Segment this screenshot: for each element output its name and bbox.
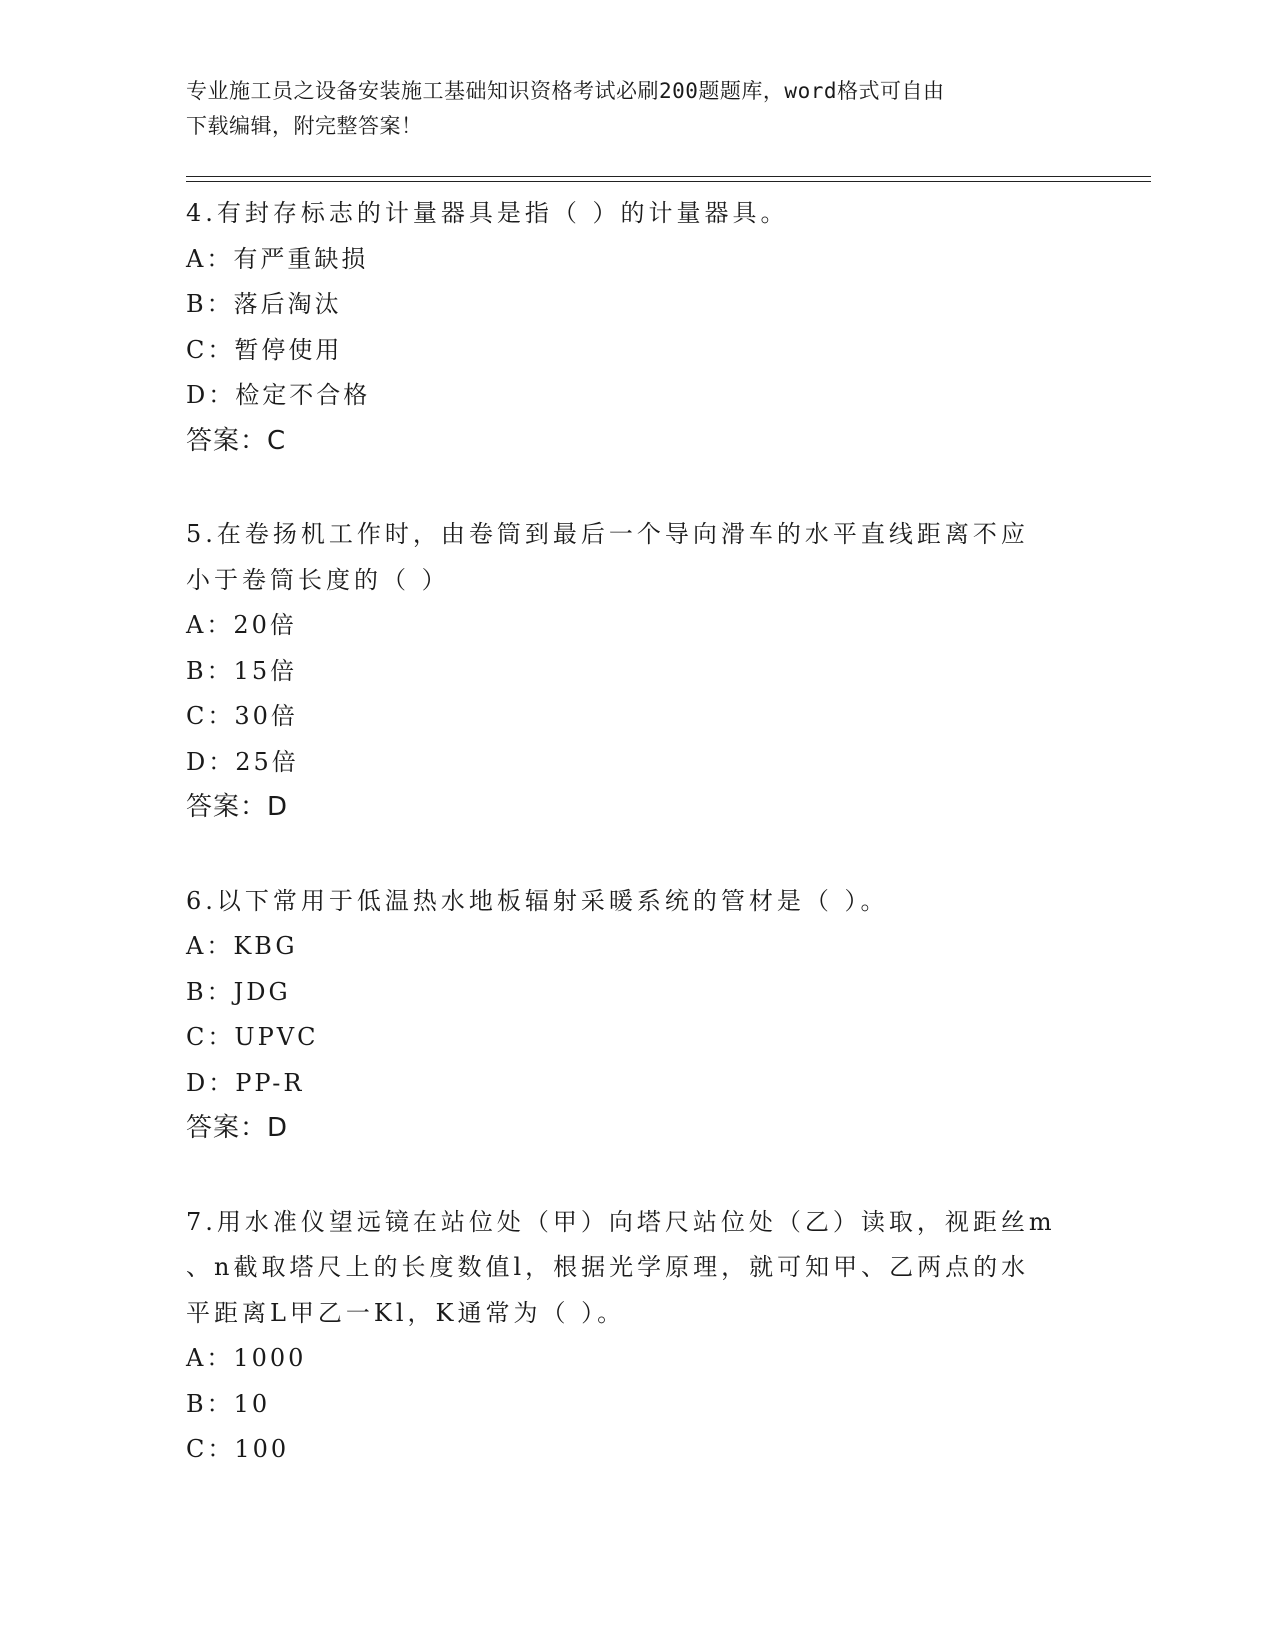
option-c: C：UPVC [186,1023,319,1051]
option-c: C：30倍 [186,702,298,730]
option-b: B：10 [186,1389,271,1418]
question-item [186,879,1086,1152]
question-item [186,1200,1086,1473]
option-b: B：JDG [186,977,291,1006]
answer-text: 答案：C [186,425,287,456]
option-b: B：15倍 [186,656,298,685]
question-item [186,512,1086,831]
option-d: D：检定不合格 [186,381,371,409]
question-text: 4.有封存标志的计量器具是指（ ）的计量器具。 [186,199,789,227]
header-line-2: 下载编辑，附完整答案！ [186,114,423,138]
option-c: C：100 [186,1435,290,1463]
question-text: 7.用水准仪望远镜在站位处（甲）向塔尺站位处（乙）读取，视距丝m [186,1207,1056,1236]
header-divider-bottom [186,181,1151,182]
answer-text: 答案：D [186,1113,289,1143]
option-c: C：暂停使用 [186,335,343,364]
option-b: B：落后淘汰 [186,290,342,318]
option-a: A：20倍 [186,611,297,639]
answer-text: 答案：D [186,792,289,822]
option-d: D：PP-R [186,1068,305,1097]
question-text: 5.在卷扬机工作时，由卷筒到最后一个导向滑车的水平直线距离不应 [186,520,1029,548]
question-list [186,191,1086,1521]
question-text-continued: 平距离L甲乙一Kl，K通常为（ ）。 [186,1298,626,1327]
option-d: D：25倍 [186,747,299,776]
header-line-1: 专业施工员之设备安装施工基础知识资格考试必刷200题题库，word格式可自由 [186,79,945,103]
header-divider-top [186,176,1151,177]
option-a: A：KBG [186,932,298,960]
question-text-continued: 、n截取塔尺上的长度数值l，根据光学原理，就可知甲、乙两点的水 [186,1253,1030,1281]
option-a: A：1000 [186,1344,307,1372]
question-text: 6.以下常用于低温热水地板辐射采暖系统的管材是（ ）。 [186,886,889,915]
question-item [186,191,1086,464]
option-a: A：有严重缺损 [186,244,369,273]
question-text-continued: 小于卷筒长度的（ ） [186,565,450,594]
document-header [186,74,1066,144]
